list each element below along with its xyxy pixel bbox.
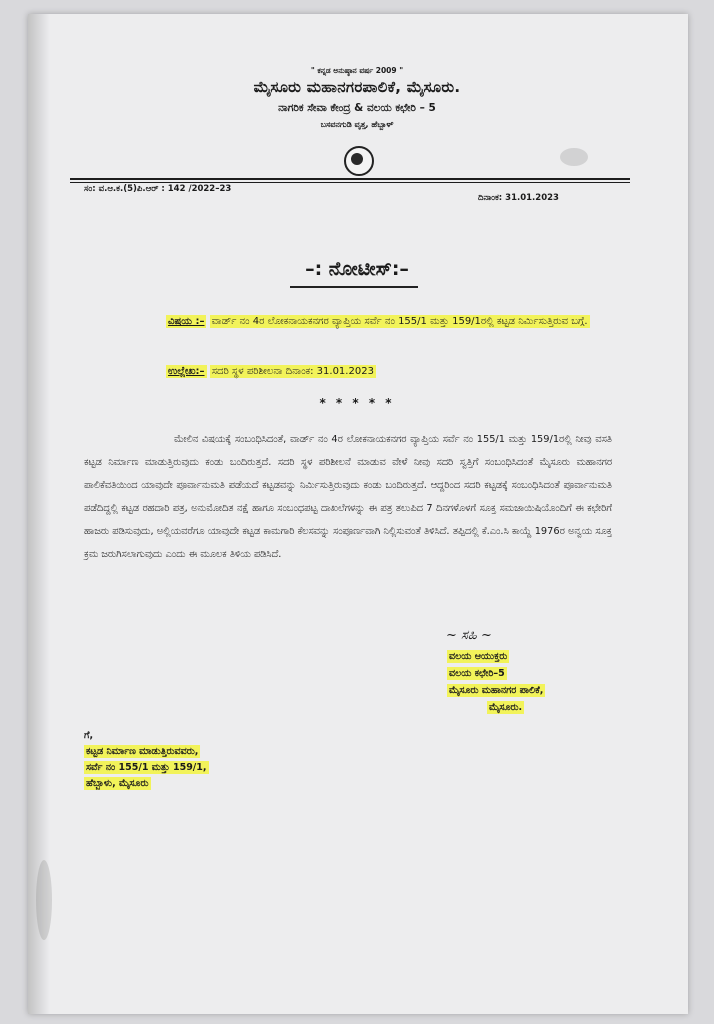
recipient-line: ಹೆಬ್ಬಾಳು, ಮೈಸೂರು [86, 778, 149, 789]
reference-label: ಉಲ್ಲೇಖ:– [168, 366, 205, 377]
reference-text: ಸದರಿ ಸ್ಥಳ ಪರಿಶೀಲನಾ ದಿನಾಂಕ: 31.01.2023 [211, 366, 374, 377]
reference-line [166, 366, 376, 377]
recipient-line: ಸರ್ವೆ ನಂ 155/1 ಮತ್ತು 159/1, [86, 762, 207, 773]
signature-line: ಮೈಸೂರು. [489, 702, 523, 713]
subject-line [166, 312, 612, 332]
recipient-line: ಕಟ್ಟಡ ನಿರ್ಮಾಣ ಮಾಡುತ್ತಿರುವವರು, [86, 746, 199, 757]
body-paragraph: ಮೇಲಿನ ವಿಷಯಕ್ಕೆ ಸಂಬಂಧಿಸಿದಂತೆ, ವಾರ್ಡ್ ನಂ 4ರ ಲೋಕನಾಯಕನಗರ ವ್ಯಾಪ್ತಿಯ ಸರ್ವೆ ನಂ 155/1 ಮತ್ತು 159/1ರಲ್ಲಿ ನೀವು ವಸತಿ ಕಟ್ಟಡ ನಿರ್ಮಾಣ ಮಾಡುತ್ತಿರುವುದು ಕಂಡು ಬಂದಿರುತ್ತದೆ. ಸದರಿ ಸ್ಥಳ ಪರಿಶೀಲನೆ ಮಾಡುವ ವೇಳೆ ನೀವು ಸದರಿ ಸ್ವತ್ತಿಗೆ ಸಂಬಂಧಿಸಿದಂತೆ ಮೈಸೂರು ಮಹಾನಗರ ಪಾಲಿಕೆವತಿಯಿಂದ ಯಾವುದೇ ಪೂರ್ವಾನುಮತಿ ಪಡೆಯದೆ ಕಟ್ಟಡವನ್ನು ನಿರ್ಮಿಸುತ್ತಿರುವುದು ಕಂಡು ಬಂದಿರುತ್ತದೆ. ಆದ್ದರಿಂದ ಸದರಿ ಕಟ್ಟಡಕ್ಕೆ ಸಂಬಂಧಿಸಿದಂತೆ ಪೂರ್ವಾನುಮತಿ ಪಡೆದಿದ್ದಲ್ಲಿ ಕಟ್ಟಡ ರಹದಾರಿ ಪತ್ರ, ಅನುಮೋದಿತ ನಕ್ಷೆ ಹಾಗೂ ಸಂಬಂಧಪಟ್ಟ ದಾಖಲೆಗಳನ್ನು ಈ ಪತ್ರ ತಲುಪಿದ 7 ದಿನಗಳೊಳಗೆ ಸೂಕ್ತ ಸಮಜಾಯಿಷಿಯೊಂದಿಗೆ ಈ ಕಛೇರಿಗೆ ಹಾಜರು ಪಡಿಸುವುದು, ಅಲ್ಲಿಯವರೆಗೂ ಯಾವುದೇ ಕಟ್ಟಡ ಕಾಮಗಾರಿ ಕೆಲಸವನ್ನು ಸಂಪೂರ್ಣವಾಗಿ ನಿಲ್ಲಿಸುವಂತೆ ತಿಳಿಸಿದೆ. ತಪ್ಪಿದಲ್ಲಿ ಕೆ.ಎಂ.ಸಿ ಕಾಯ್ದೆ 1976ರ ಅನ್ವಯ ಸೂಕ್ತ ಕ್ರಮ ಜರುಗಿಸಲಾಗುವುದು ಎಂದು ಈ ಮೂಲಕ ತಿಳಿಯ ಪಡಿಸಿದೆ. [84, 434, 612, 560]
motto: " ಕನ್ನಡ ಅನುಷ್ಠಾನ ವರ್ಷ 2009 " [310, 66, 404, 75]
header-rule-thin [70, 182, 630, 183]
office-address: ಬಸವನಗುಡಿ ವೃತ್ತ, ಹೆಬ್ಬಾಳ್ [320, 120, 394, 129]
scan-smudge [560, 148, 588, 166]
recipient-block [84, 728, 209, 792]
reference-number: ಸಂ: ವ.ಆ.ಕ.(5)ಪಿ.ಆರ್ : 142 /2022–23 [84, 184, 232, 194]
subject-label: ವಿಷಯ :– [168, 316, 205, 327]
office-name: ನಾಗರಿಕ ಸೇವಾ ಕೇಂದ್ರ & ವಲಯ ಕಛೇರಿ – 5 [278, 102, 436, 114]
recipient-salutation: ಗೆ, [84, 730, 94, 741]
emblem-icon [344, 146, 374, 176]
notice-title: –: ನೋಟೀಸ್:– [305, 258, 409, 280]
signature-block [447, 648, 545, 716]
header-rule-thick [70, 178, 630, 180]
title-underline [290, 286, 418, 288]
signature-line: ಮೈಸೂರು ಮಹಾನಗರ ಪಾಲಿಕೆ, [449, 685, 544, 696]
handwritten-signature: ~ ಸಹಿ ~ [446, 628, 492, 643]
scan-smudge [36, 860, 52, 940]
organization-name: ಮೈಸೂರು ಮಹಾನಗರಪಾಲಿಕೆ, ಮೈಸೂರು. [253, 78, 461, 96]
notice-date: ದಿನಾಂಕ: 31.01.2023 [478, 193, 559, 203]
notice-body [84, 428, 612, 566]
separator-stars: * * * * * [319, 396, 395, 410]
signature-line: ವಲಯ ಆಯುಕ್ತರು [449, 651, 508, 662]
signature-line: ವಲಯ ಕಛೇರಿ–5 [449, 668, 505, 679]
subject-text: ವಾರ್ಡ್ ನಂ 4ರ ಲೋಕನಾಯಕನಗರ ವ್ಯಾಪ್ತಿಯ ಸರ್ವೆ ನಂ 155/1 ಮತ್ತು 159/1ರಲ್ಲಿ ಕಟ್ಟಡ ನಿರ್ಮಿಸುತ್ತಿರುವ ಬಗ್ಗೆ. [211, 316, 588, 327]
letterhead [0, 66, 714, 130]
